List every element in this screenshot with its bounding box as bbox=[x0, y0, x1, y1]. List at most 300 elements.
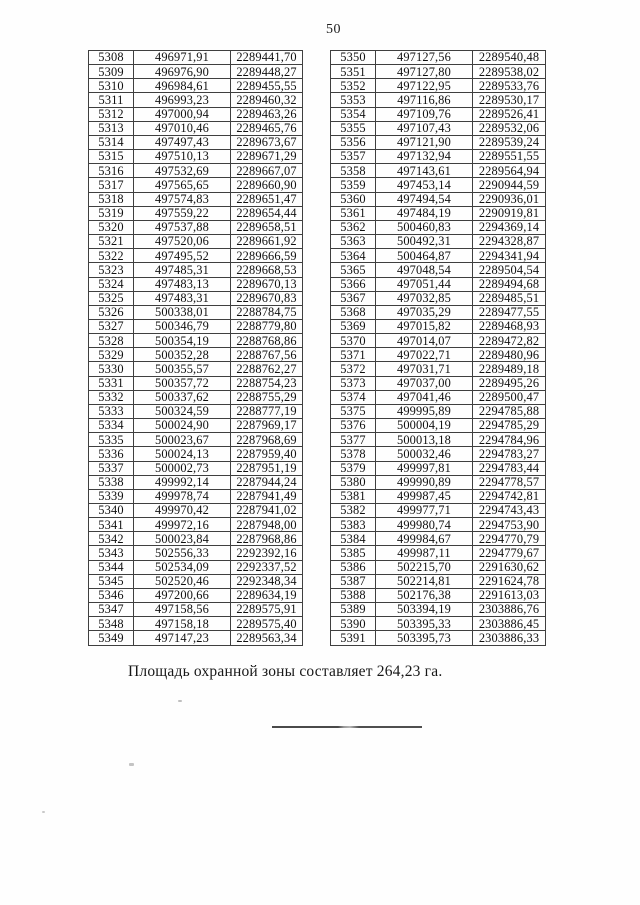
y-coordinate-cell: 2289455,55 bbox=[231, 79, 303, 93]
x-coordinate-cell: 500023,84 bbox=[134, 532, 231, 546]
x-coordinate-cell: 500024,90 bbox=[134, 419, 231, 433]
y-coordinate-cell: 2289489,18 bbox=[473, 362, 546, 376]
x-coordinate-cell: 496976,90 bbox=[134, 65, 231, 79]
x-coordinate-cell: 502215,70 bbox=[376, 560, 473, 574]
x-coordinate-cell: 497132,94 bbox=[376, 150, 473, 164]
table-row bbox=[89, 404, 303, 418]
table-row bbox=[331, 164, 546, 178]
point-number-cell: 5361 bbox=[331, 206, 376, 220]
y-coordinate-cell: 2289495,26 bbox=[473, 376, 546, 390]
point-number-cell: 5331 bbox=[89, 376, 134, 390]
point-number-cell: 5322 bbox=[89, 249, 134, 263]
point-number-cell: 5383 bbox=[331, 518, 376, 532]
point-number-cell: 5342 bbox=[89, 532, 134, 546]
point-number-cell: 5377 bbox=[331, 433, 376, 447]
y-coordinate-cell: 2289460,32 bbox=[231, 93, 303, 107]
y-coordinate-cell: 2287941,49 bbox=[231, 489, 303, 503]
point-number-cell: 5372 bbox=[331, 362, 376, 376]
y-coordinate-cell: 2289494,68 bbox=[473, 277, 546, 291]
y-coordinate-cell: 2288767,56 bbox=[231, 348, 303, 362]
point-number-cell: 5369 bbox=[331, 319, 376, 333]
table-row bbox=[331, 150, 546, 164]
y-coordinate-cell: 2294785,29 bbox=[473, 419, 546, 433]
x-coordinate-cell: 500355,57 bbox=[134, 362, 231, 376]
table-row bbox=[331, 419, 546, 433]
table-row bbox=[89, 504, 303, 518]
x-coordinate-cell: 497510,13 bbox=[134, 150, 231, 164]
table-row bbox=[331, 249, 546, 263]
x-coordinate-cell: 500324,59 bbox=[134, 404, 231, 418]
point-number-cell: 5387 bbox=[331, 574, 376, 588]
point-number-cell: 5390 bbox=[331, 617, 376, 631]
x-coordinate-cell: 497107,43 bbox=[376, 121, 473, 135]
point-number-cell: 5353 bbox=[331, 93, 376, 107]
point-number-cell: 5340 bbox=[89, 504, 134, 518]
y-coordinate-cell: 2294328,87 bbox=[473, 235, 546, 249]
table-row bbox=[331, 263, 546, 277]
x-coordinate-cell: 497127,56 bbox=[376, 51, 473, 65]
point-number-cell: 5357 bbox=[331, 150, 376, 164]
signature-line bbox=[272, 726, 422, 728]
point-number-cell: 5341 bbox=[89, 518, 134, 532]
x-coordinate-cell: 499970,42 bbox=[134, 504, 231, 518]
point-number-cell: 5381 bbox=[331, 489, 376, 503]
y-coordinate-cell: 2289660,90 bbox=[231, 178, 303, 192]
x-coordinate-cell: 496971,91 bbox=[134, 51, 231, 65]
x-coordinate-cell: 497121,90 bbox=[376, 135, 473, 149]
x-coordinate-cell: 502214,81 bbox=[376, 574, 473, 588]
y-coordinate-cell: 2289668,53 bbox=[231, 263, 303, 277]
y-coordinate-cell: 2289654,44 bbox=[231, 206, 303, 220]
x-coordinate-cell: 497485,31 bbox=[134, 263, 231, 277]
x-coordinate-cell: 500023,67 bbox=[134, 433, 231, 447]
y-coordinate-cell: 2287948,00 bbox=[231, 518, 303, 532]
table-row bbox=[89, 334, 303, 348]
point-number-cell: 5374 bbox=[331, 390, 376, 404]
x-coordinate-cell: 497200,66 bbox=[134, 588, 231, 602]
x-coordinate-cell: 497032,85 bbox=[376, 291, 473, 305]
y-coordinate-cell: 2291630,62 bbox=[473, 560, 546, 574]
point-number-cell: 5364 bbox=[331, 249, 376, 263]
x-coordinate-cell: 497035,29 bbox=[376, 305, 473, 319]
y-coordinate-cell: 2289564,94 bbox=[473, 164, 546, 178]
y-coordinate-cell: 2292348,34 bbox=[231, 574, 303, 588]
table-row bbox=[89, 419, 303, 433]
y-coordinate-cell: 2294779,67 bbox=[473, 546, 546, 560]
y-coordinate-cell: 2289667,07 bbox=[231, 164, 303, 178]
x-coordinate-cell: 497031,71 bbox=[376, 362, 473, 376]
point-number-cell: 5347 bbox=[89, 603, 134, 617]
x-coordinate-cell: 500004,19 bbox=[376, 419, 473, 433]
y-coordinate-cell: 2289563,34 bbox=[231, 631, 303, 645]
y-coordinate-cell: 2287941,02 bbox=[231, 504, 303, 518]
table-row bbox=[89, 93, 303, 107]
x-coordinate-cell: 497158,56 bbox=[134, 603, 231, 617]
table-row bbox=[89, 121, 303, 135]
point-number-cell: 5336 bbox=[89, 447, 134, 461]
point-number-cell: 5349 bbox=[89, 631, 134, 645]
point-number-cell: 5310 bbox=[89, 79, 134, 93]
x-coordinate-cell: 503395,33 bbox=[376, 617, 473, 631]
table-row bbox=[331, 574, 546, 588]
y-coordinate-cell: 2289539,24 bbox=[473, 135, 546, 149]
point-number-cell: 5323 bbox=[89, 263, 134, 277]
x-coordinate-cell: 502520,46 bbox=[134, 574, 231, 588]
x-coordinate-cell: 497497,43 bbox=[134, 135, 231, 149]
point-number-cell: 5312 bbox=[89, 107, 134, 121]
point-number-cell: 5368 bbox=[331, 305, 376, 319]
y-coordinate-cell: 2289666,59 bbox=[231, 249, 303, 263]
x-coordinate-cell: 497051,44 bbox=[376, 277, 473, 291]
x-coordinate-cell: 499987,11 bbox=[376, 546, 473, 560]
page-number: 50 bbox=[326, 22, 341, 37]
table-row bbox=[331, 206, 546, 220]
x-coordinate-cell: 499972,16 bbox=[134, 518, 231, 532]
x-coordinate-cell: 497143,61 bbox=[376, 164, 473, 178]
y-coordinate-cell: 2289538,02 bbox=[473, 65, 546, 79]
x-coordinate-cell: 500013,18 bbox=[376, 433, 473, 447]
x-coordinate-cell: 500464,87 bbox=[376, 249, 473, 263]
table-row bbox=[89, 560, 303, 574]
x-coordinate-cell: 500492,31 bbox=[376, 235, 473, 249]
table-row bbox=[89, 79, 303, 93]
y-coordinate-cell: 2289658,51 bbox=[231, 220, 303, 234]
table-row bbox=[89, 263, 303, 277]
y-coordinate-cell: 2289485,51 bbox=[473, 291, 546, 305]
table-row bbox=[331, 390, 546, 404]
table-row bbox=[331, 107, 546, 121]
point-number-cell: 5345 bbox=[89, 574, 134, 588]
point-number-cell: 5321 bbox=[89, 235, 134, 249]
table-row bbox=[89, 617, 303, 631]
table-row bbox=[331, 277, 546, 291]
table-row bbox=[89, 249, 303, 263]
y-coordinate-cell: 2289575,91 bbox=[231, 603, 303, 617]
point-number-cell: 5326 bbox=[89, 305, 134, 319]
point-number-cell: 5355 bbox=[331, 121, 376, 135]
y-coordinate-cell: 2287959,40 bbox=[231, 447, 303, 461]
y-coordinate-cell: 2294742,81 bbox=[473, 489, 546, 503]
point-number-cell: 5316 bbox=[89, 164, 134, 178]
y-coordinate-cell: 2289504,54 bbox=[473, 263, 546, 277]
x-coordinate-cell: 497574,83 bbox=[134, 192, 231, 206]
point-number-cell: 5359 bbox=[331, 178, 376, 192]
x-coordinate-cell: 496984,61 bbox=[134, 79, 231, 93]
table-row bbox=[89, 433, 303, 447]
x-coordinate-cell: 503394,19 bbox=[376, 603, 473, 617]
x-coordinate-cell: 497565,65 bbox=[134, 178, 231, 192]
x-coordinate-cell: 499978,74 bbox=[134, 489, 231, 503]
y-coordinate-cell: 2289500,47 bbox=[473, 390, 546, 404]
table-row bbox=[89, 206, 303, 220]
point-number-cell: 5327 bbox=[89, 319, 134, 333]
table-row bbox=[331, 560, 546, 574]
table-row bbox=[89, 532, 303, 546]
point-number-cell: 5378 bbox=[331, 447, 376, 461]
x-coordinate-cell: 497483,13 bbox=[134, 277, 231, 291]
y-coordinate-cell: 2289532,06 bbox=[473, 121, 546, 135]
table-row bbox=[89, 65, 303, 79]
x-coordinate-cell: 497127,80 bbox=[376, 65, 473, 79]
table-row bbox=[89, 291, 303, 305]
table-row bbox=[331, 121, 546, 135]
table-row bbox=[89, 319, 303, 333]
table-row bbox=[331, 178, 546, 192]
table-row bbox=[331, 235, 546, 249]
point-number-cell: 5365 bbox=[331, 263, 376, 277]
x-coordinate-cell: 502556,33 bbox=[134, 546, 231, 560]
table-row bbox=[89, 631, 303, 645]
table-row bbox=[331, 546, 546, 560]
x-coordinate-cell: 497147,23 bbox=[134, 631, 231, 645]
table-row bbox=[89, 235, 303, 249]
x-coordinate-cell: 497022,71 bbox=[376, 348, 473, 362]
y-coordinate-cell: 2289468,93 bbox=[473, 319, 546, 333]
point-number-cell: 5313 bbox=[89, 121, 134, 135]
x-coordinate-cell: 497495,52 bbox=[134, 249, 231, 263]
point-number-cell: 5352 bbox=[331, 79, 376, 93]
table-row bbox=[331, 433, 546, 447]
point-number-cell: 5334 bbox=[89, 419, 134, 433]
y-coordinate-cell: 2288755,29 bbox=[231, 390, 303, 404]
point-number-cell: 5386 bbox=[331, 560, 376, 574]
x-coordinate-cell: 499980,74 bbox=[376, 518, 473, 532]
x-coordinate-cell: 500002,73 bbox=[134, 461, 231, 475]
point-number-cell: 5339 bbox=[89, 489, 134, 503]
y-coordinate-cell: 2289465,76 bbox=[231, 121, 303, 135]
table-row bbox=[89, 588, 303, 602]
y-coordinate-cell: 2294778,57 bbox=[473, 475, 546, 489]
y-coordinate-cell: 2289661,92 bbox=[231, 235, 303, 249]
y-coordinate-cell: 2294783,44 bbox=[473, 461, 546, 475]
scan-artifact bbox=[178, 700, 182, 702]
point-number-cell: 5324 bbox=[89, 277, 134, 291]
x-coordinate-cell: 496993,23 bbox=[134, 93, 231, 107]
point-number-cell: 5389 bbox=[331, 603, 376, 617]
table-row bbox=[89, 192, 303, 206]
y-coordinate-cell: 2292392,16 bbox=[231, 546, 303, 560]
table-row bbox=[89, 164, 303, 178]
y-coordinate-cell: 2288784,75 bbox=[231, 305, 303, 319]
x-coordinate-cell: 497041,46 bbox=[376, 390, 473, 404]
y-coordinate-cell: 2287968,86 bbox=[231, 532, 303, 546]
y-coordinate-cell: 2303886,76 bbox=[473, 603, 546, 617]
y-coordinate-cell: 2288754,23 bbox=[231, 376, 303, 390]
y-coordinate-cell: 2294743,43 bbox=[473, 504, 546, 518]
point-number-cell: 5338 bbox=[89, 475, 134, 489]
point-number-cell: 5373 bbox=[331, 376, 376, 390]
y-coordinate-cell: 2288779,80 bbox=[231, 319, 303, 333]
point-number-cell: 5335 bbox=[89, 433, 134, 447]
y-coordinate-cell: 2289533,76 bbox=[473, 79, 546, 93]
point-number-cell: 5385 bbox=[331, 546, 376, 560]
point-number-cell: 5371 bbox=[331, 348, 376, 362]
x-coordinate-cell: 500357,72 bbox=[134, 376, 231, 390]
point-number-cell: 5317 bbox=[89, 178, 134, 192]
y-coordinate-cell: 2289530,17 bbox=[473, 93, 546, 107]
scan-artifact bbox=[42, 811, 45, 813]
table-row bbox=[89, 603, 303, 617]
x-coordinate-cell: 502534,09 bbox=[134, 560, 231, 574]
y-coordinate-cell: 2289448,27 bbox=[231, 65, 303, 79]
point-number-cell: 5382 bbox=[331, 504, 376, 518]
y-coordinate-cell: 2287968,69 bbox=[231, 433, 303, 447]
point-number-cell: 5367 bbox=[331, 291, 376, 305]
table-row bbox=[89, 390, 303, 404]
x-coordinate-cell: 497014,07 bbox=[376, 334, 473, 348]
table-row bbox=[331, 65, 546, 79]
x-coordinate-cell: 497158,18 bbox=[134, 617, 231, 631]
table-row bbox=[331, 532, 546, 546]
x-coordinate-cell: 499997,81 bbox=[376, 461, 473, 475]
y-coordinate-cell: 2294770,79 bbox=[473, 532, 546, 546]
y-coordinate-cell: 2289634,19 bbox=[231, 588, 303, 602]
table-row bbox=[89, 107, 303, 121]
table-row bbox=[331, 447, 546, 461]
y-coordinate-cell: 2289526,41 bbox=[473, 107, 546, 121]
y-coordinate-cell: 2289540,48 bbox=[473, 51, 546, 65]
table-row bbox=[331, 305, 546, 319]
x-coordinate-cell: 497010,46 bbox=[134, 121, 231, 135]
x-coordinate-cell: 497048,54 bbox=[376, 263, 473, 277]
y-coordinate-cell: 2303886,45 bbox=[473, 617, 546, 631]
point-number-cell: 5380 bbox=[331, 475, 376, 489]
x-coordinate-cell: 497520,06 bbox=[134, 235, 231, 249]
x-coordinate-cell: 497015,82 bbox=[376, 319, 473, 333]
y-coordinate-cell: 2289671,29 bbox=[231, 150, 303, 164]
table-row bbox=[331, 362, 546, 376]
y-coordinate-cell: 2291613,03 bbox=[473, 588, 546, 602]
point-number-cell: 5311 bbox=[89, 93, 134, 107]
table-row bbox=[331, 504, 546, 518]
x-coordinate-cell: 497484,19 bbox=[376, 206, 473, 220]
table-row bbox=[331, 93, 546, 107]
x-coordinate-cell: 497559,22 bbox=[134, 206, 231, 220]
point-number-cell: 5363 bbox=[331, 235, 376, 249]
table-row bbox=[331, 192, 546, 206]
table-row bbox=[331, 603, 546, 617]
point-number-cell: 5351 bbox=[331, 65, 376, 79]
x-coordinate-cell: 497116,86 bbox=[376, 93, 473, 107]
y-coordinate-cell: 2294784,96 bbox=[473, 433, 546, 447]
point-number-cell: 5379 bbox=[331, 461, 376, 475]
x-coordinate-cell: 499984,67 bbox=[376, 532, 473, 546]
point-number-cell: 5315 bbox=[89, 150, 134, 164]
y-coordinate-cell: 2287951,19 bbox=[231, 461, 303, 475]
y-coordinate-cell: 2289480,96 bbox=[473, 348, 546, 362]
point-number-cell: 5337 bbox=[89, 461, 134, 475]
y-coordinate-cell: 2294341,94 bbox=[473, 249, 546, 263]
y-coordinate-cell: 2303886,33 bbox=[473, 631, 546, 645]
table-row bbox=[331, 291, 546, 305]
table-row bbox=[331, 489, 546, 503]
y-coordinate-cell: 2289477,55 bbox=[473, 305, 546, 319]
point-number-cell: 5328 bbox=[89, 334, 134, 348]
x-coordinate-cell: 503395,73 bbox=[376, 631, 473, 645]
y-coordinate-cell: 2288768,86 bbox=[231, 334, 303, 348]
y-coordinate-cell: 2290936,01 bbox=[473, 192, 546, 206]
point-number-cell: 5375 bbox=[331, 404, 376, 418]
y-coordinate-cell: 2294785,88 bbox=[473, 404, 546, 418]
x-coordinate-cell: 500354,19 bbox=[134, 334, 231, 348]
y-coordinate-cell: 2287969,17 bbox=[231, 419, 303, 433]
coordinate-table-right bbox=[330, 50, 546, 646]
table-row bbox=[89, 489, 303, 503]
y-coordinate-cell: 2289575,40 bbox=[231, 617, 303, 631]
coordinate-table-left bbox=[88, 50, 303, 646]
table-row bbox=[331, 376, 546, 390]
table-row bbox=[89, 150, 303, 164]
x-coordinate-cell: 499977,71 bbox=[376, 504, 473, 518]
x-coordinate-cell: 500346,79 bbox=[134, 319, 231, 333]
point-number-cell: 5333 bbox=[89, 404, 134, 418]
x-coordinate-cell: 497109,76 bbox=[376, 107, 473, 121]
x-coordinate-cell: 500024,13 bbox=[134, 447, 231, 461]
x-coordinate-cell: 497122,95 bbox=[376, 79, 473, 93]
table-row bbox=[89, 135, 303, 149]
point-number-cell: 5318 bbox=[89, 192, 134, 206]
x-coordinate-cell: 500460,83 bbox=[376, 220, 473, 234]
scan-artifact bbox=[129, 763, 134, 766]
y-coordinate-cell: 2289673,67 bbox=[231, 135, 303, 149]
point-number-cell: 5343 bbox=[89, 546, 134, 560]
table-row bbox=[89, 348, 303, 362]
x-coordinate-cell: 500352,28 bbox=[134, 348, 231, 362]
y-coordinate-cell: 2290919,81 bbox=[473, 206, 546, 220]
point-number-cell: 5320 bbox=[89, 220, 134, 234]
point-number-cell: 5350 bbox=[331, 51, 376, 65]
table-row bbox=[331, 135, 546, 149]
table-row bbox=[89, 461, 303, 475]
y-coordinate-cell: 2288762,27 bbox=[231, 362, 303, 376]
table-row bbox=[331, 334, 546, 348]
x-coordinate-cell: 500338,01 bbox=[134, 305, 231, 319]
x-coordinate-cell: 497532,69 bbox=[134, 164, 231, 178]
table-row bbox=[331, 404, 546, 418]
table-row bbox=[89, 518, 303, 532]
table-row bbox=[331, 220, 546, 234]
table-row bbox=[89, 277, 303, 291]
table-row bbox=[89, 305, 303, 319]
table-row bbox=[89, 447, 303, 461]
point-number-cell: 5370 bbox=[331, 334, 376, 348]
x-coordinate-cell: 502176,38 bbox=[376, 588, 473, 602]
table-row bbox=[331, 51, 546, 65]
x-coordinate-cell: 497483,31 bbox=[134, 291, 231, 305]
table-row bbox=[89, 362, 303, 376]
x-coordinate-cell: 499990,89 bbox=[376, 475, 473, 489]
point-number-cell: 5356 bbox=[331, 135, 376, 149]
x-coordinate-cell: 499992,14 bbox=[134, 475, 231, 489]
x-coordinate-cell: 500032,46 bbox=[376, 447, 473, 461]
point-number-cell: 5346 bbox=[89, 588, 134, 602]
table-row bbox=[89, 546, 303, 560]
y-coordinate-cell: 2289441,70 bbox=[231, 51, 303, 65]
table-row bbox=[89, 220, 303, 234]
point-number-cell: 5330 bbox=[89, 362, 134, 376]
y-coordinate-cell: 2289670,13 bbox=[231, 277, 303, 291]
table-row bbox=[331, 461, 546, 475]
y-coordinate-cell: 2289463,26 bbox=[231, 107, 303, 121]
y-coordinate-cell: 2287944,24 bbox=[231, 475, 303, 489]
x-coordinate-cell: 497453,14 bbox=[376, 178, 473, 192]
y-coordinate-cell: 2289551,55 bbox=[473, 150, 546, 164]
y-coordinate-cell: 2288777,19 bbox=[231, 404, 303, 418]
point-number-cell: 5332 bbox=[89, 390, 134, 404]
x-coordinate-cell: 497537,88 bbox=[134, 220, 231, 234]
point-number-cell: 5388 bbox=[331, 588, 376, 602]
table-row bbox=[89, 178, 303, 192]
